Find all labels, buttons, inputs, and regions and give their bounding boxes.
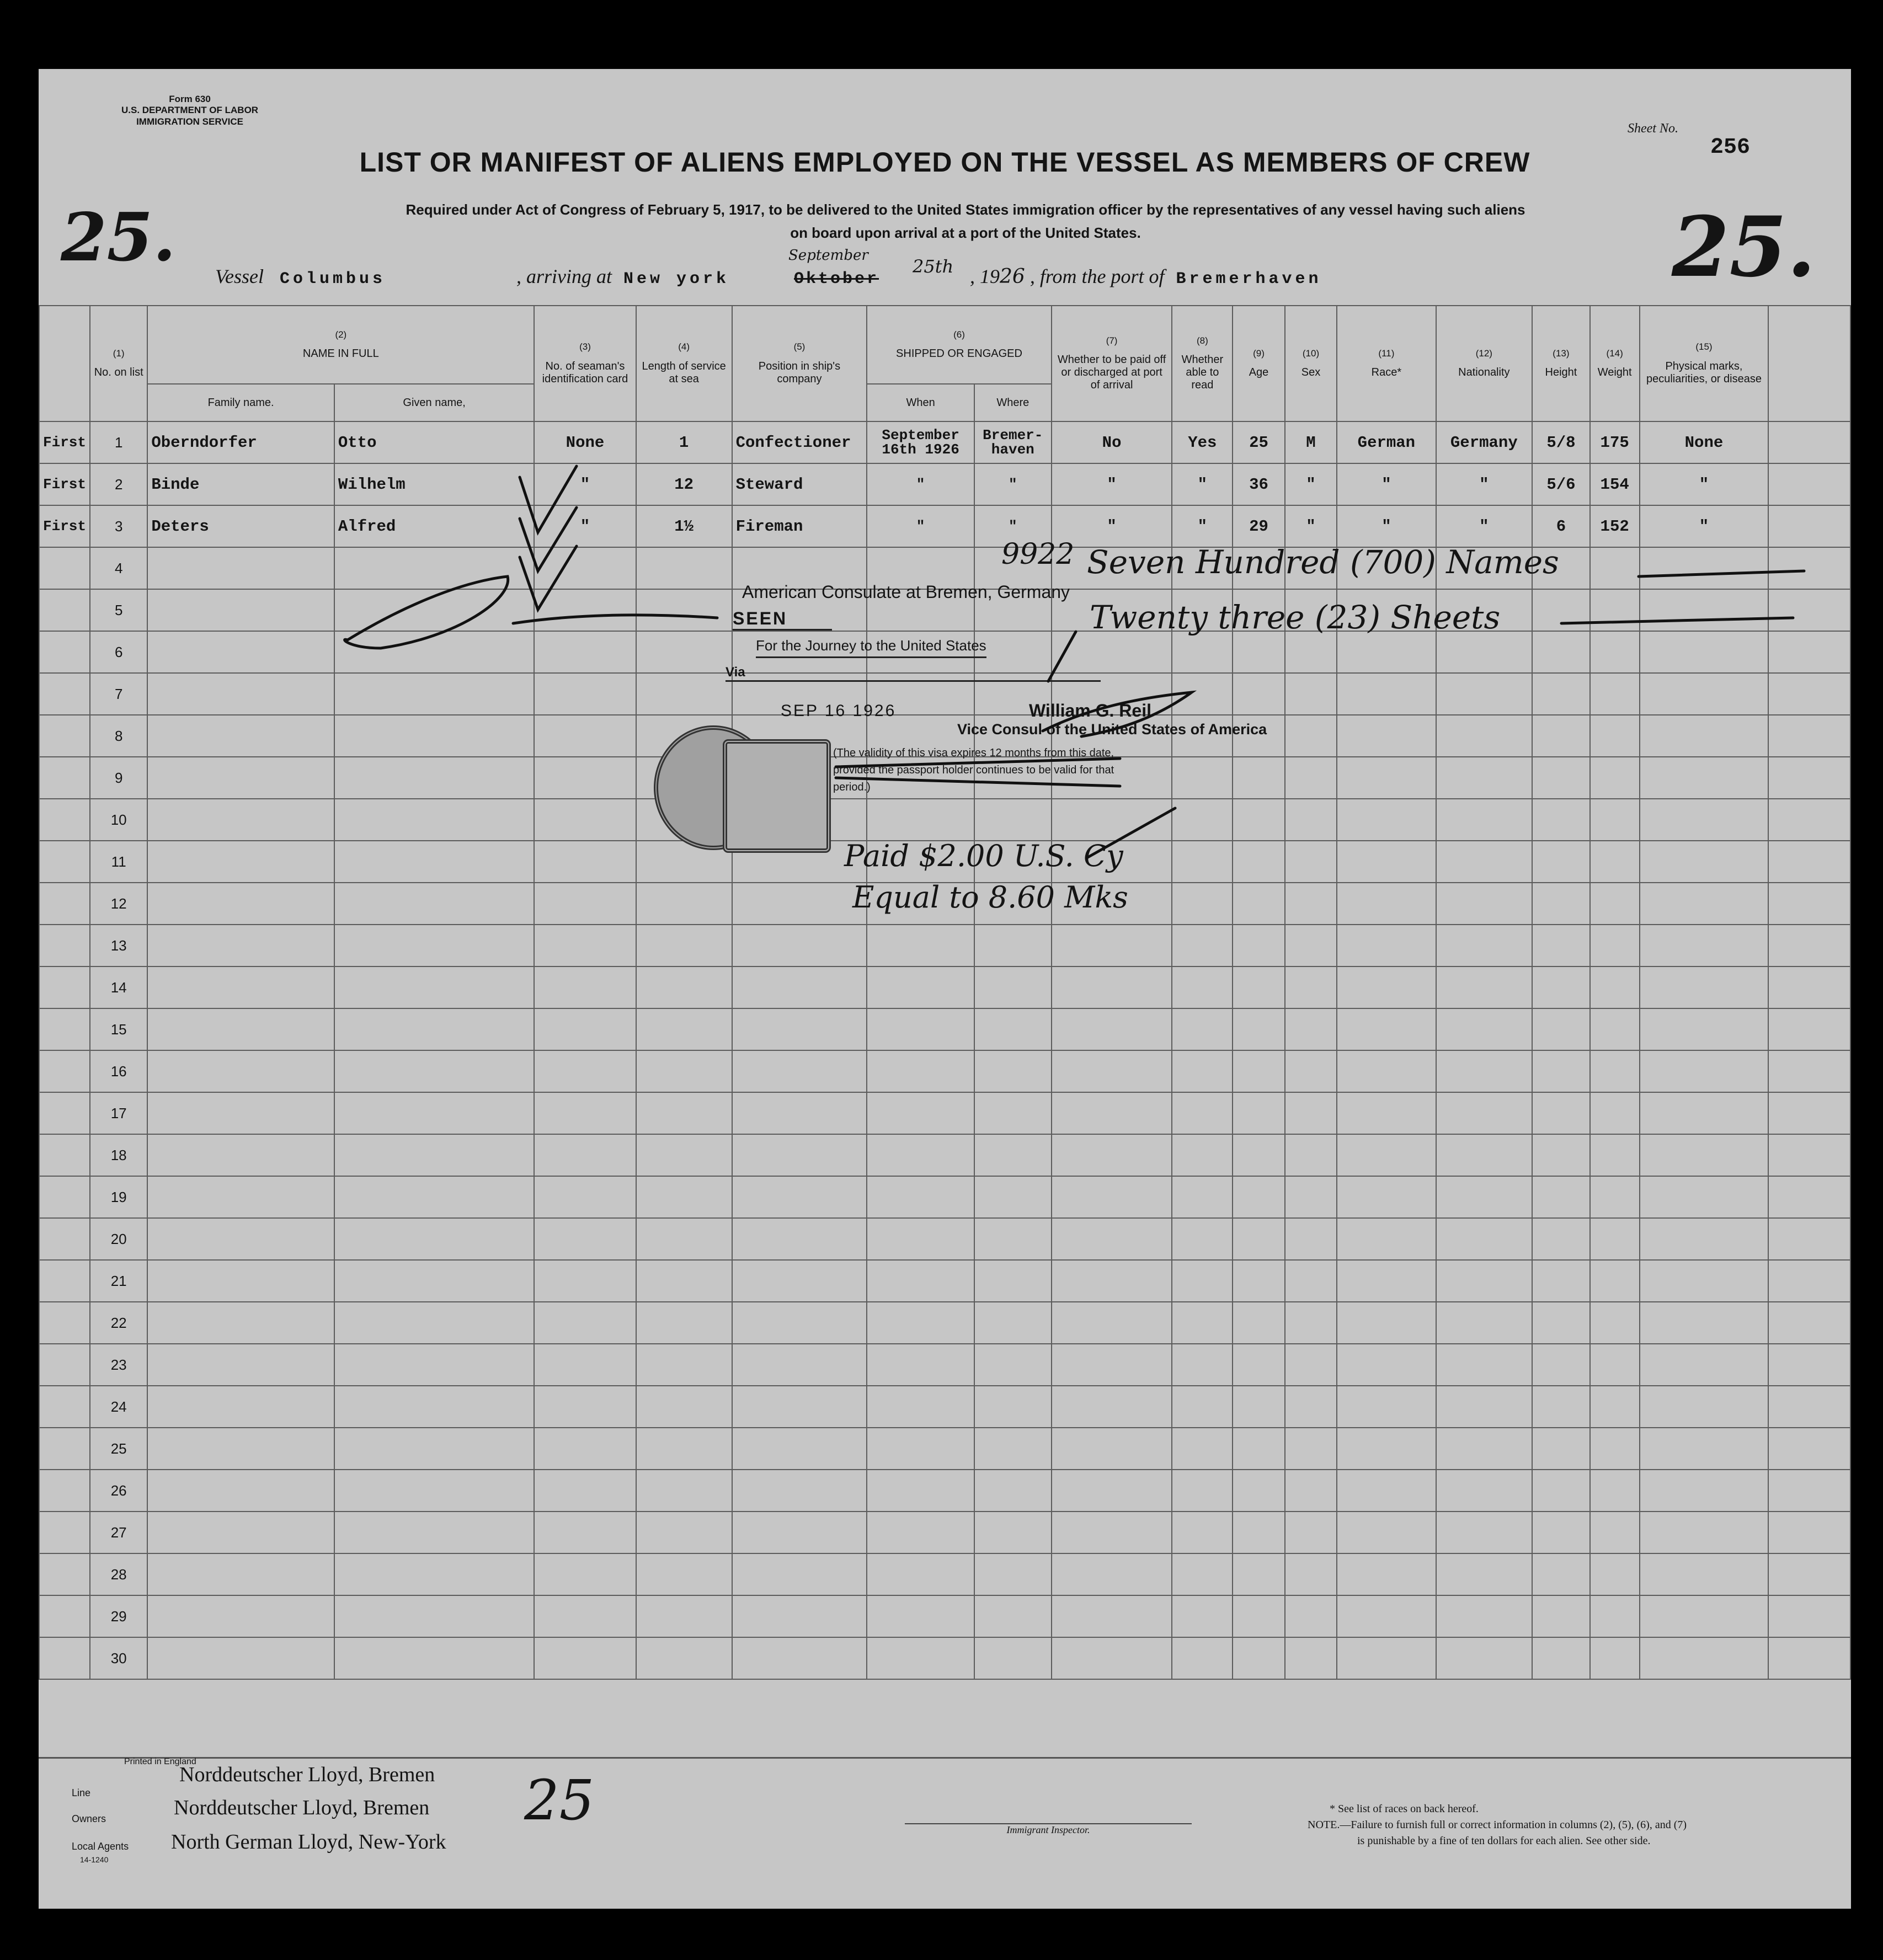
list-number-left: 25. [61,199,176,276]
cell-family: Deters [147,505,334,547]
row-number: 30 [90,1637,147,1679]
row-number: 15 [90,1008,147,1050]
cell-position: Confectioner [732,421,867,463]
signature-scribble [513,615,717,623]
row-number: 1 [90,421,147,463]
cell-where: " [974,505,1052,547]
cell-nationality: " [1436,463,1533,505]
visa-date: SEP 16 1926 [781,702,897,720]
signature-scribble [345,576,508,648]
manifest-sheet [39,69,1851,1909]
header-race: (11) Race* [1337,306,1436,421]
header-height: (13) Height [1532,306,1590,421]
row-number: 14 [90,966,147,1008]
arriving-label: , arriving at [516,265,612,287]
row-number: 20 [90,1218,147,1260]
header-given-name: Given name, [334,384,534,421]
cell-sex: M [1285,421,1337,463]
consul-title: Vice Consul of the United States of America [957,721,1267,738]
cell-given: Alfred [334,505,534,547]
cell-nationality: Germany [1436,421,1533,463]
header-where: Where [974,384,1052,421]
visa-journey: For the Journey to the United States [756,637,986,658]
row-number: 7 [90,673,147,715]
form-number: Form 630 [169,94,211,104]
row-number: 29 [90,1595,147,1637]
form-code: 14-1240 [80,1855,109,1864]
handwritten-sheets-count: Twenty three (23) Sheets [1090,599,1501,636]
cell-when: " [867,505,974,547]
row-number: 5 [90,589,147,631]
subtitle-line-1: Required under Act of Congress of February 5, 1917, to be delivered to the United States immigration officer by the representatives of any vessel having such aliens [406,201,1525,218]
header-list-number: (1) No. on list [90,306,147,421]
immigrant-inspector: Immigrant Inspector. [905,1823,1192,1836]
row-class: First [39,421,90,463]
department: U.S. DEPARTMENT OF LABOR [121,105,259,116]
cell-marks: " [1640,505,1769,547]
arrival-port: New york [623,270,730,289]
pen-stroke [1087,808,1175,858]
row-number: 10 [90,799,147,841]
pen-bracket [1048,632,1076,681]
row-number: 9 [90,757,147,799]
cell-service: 12 [636,463,732,505]
page-title: LIST OR MANIFEST OF ALIENS EMPLOYED ON THE VESSEL AS MEMBERS OF CREW [359,147,1530,178]
header-able-to-read: (8) Whether able to read [1172,306,1233,421]
row-number: 12 [90,883,147,925]
row-number: 21 [90,1260,147,1302]
cell-height: 5/8 [1532,421,1590,463]
cell-marks: None [1640,421,1769,463]
pen-marks [39,69,1851,1909]
from-label: , from the port of [1029,265,1165,287]
header-nationality: (12) Nationality [1436,306,1533,421]
row-number: 17 [90,1092,147,1134]
header-position: (5) Position in ship's company [732,306,867,421]
cell-race: German [1337,421,1436,463]
consul-signature [1043,692,1192,736]
cell-service: 1 [636,421,732,463]
cell-family: Oberndorfer [147,421,334,463]
cell-sex: " [1285,463,1337,505]
cell-height: 6 [1532,505,1590,547]
footer-rule [39,1757,1851,1759]
cell-paid-off: " [1052,463,1172,505]
row-number: 3 [90,505,147,547]
year-prefix: , 19 [970,265,1000,287]
sheet-label: Sheet No. [1628,121,1678,136]
cell-where: Bremer-haven [974,421,1052,463]
note-races: * See list of races on back hereof. [1330,1803,1479,1815]
cell-weight: 152 [1590,505,1640,547]
cell-weight: 175 [1590,421,1640,463]
footer-handwritten-number: 25 [524,1768,595,1833]
cell-position: Fireman [732,505,867,547]
row-number: 26 [90,1470,147,1512]
subtitle-line-2: on board upon arrival at a port of the United States. [790,224,1141,241]
row-number: 4 [90,547,147,589]
row-number: 8 [90,715,147,757]
cell-given: Wilhelm [334,463,534,505]
cell-sex: " [1285,505,1337,547]
owners-label: Owners [72,1813,106,1824]
cell-position: Steward [732,463,867,505]
row-number: 13 [90,925,147,966]
cell-when: September 16th 1926 [867,421,974,463]
cell-nationality: " [1436,505,1533,547]
header-age: (9) Age [1233,306,1285,421]
arrival-day: 25th [913,256,954,277]
header-weight: (14) Weight [1590,306,1640,421]
note-fine-1: NOTE.—Failure to furnish full or correct information in columns (2), (5), (6), and (7) [1308,1819,1687,1831]
line-label: Line [72,1787,91,1798]
cell-race: " [1337,505,1436,547]
visa-strike [836,778,1120,786]
footer-notes [1308,1801,1687,1849]
cell-paid-off: No [1052,421,1172,463]
handwritten-equal: Equal to 8.60 Mks [852,880,1128,915]
vessel-label: Vessel [215,265,264,287]
header-family-name: Family name. [147,384,334,421]
owners-value: Norddeutscher Lloyd, Bremen [174,1796,430,1819]
handwritten-number: 9922 [1001,538,1075,571]
cell-card: None [534,421,636,463]
handwritten-paid: Paid $2.00 U.S. Cy [844,839,1123,873]
visa-strike [836,759,1120,767]
agents-label: Local Agents [72,1841,129,1852]
row-number: 2 [90,463,147,505]
header-name-in-full: (2) NAME IN FULL [147,306,534,384]
cell-card: " [534,463,636,505]
month-handwritten: September [788,247,868,264]
row-number: 27 [90,1512,147,1553]
consul-name: William G. Reil [1029,701,1151,720]
cell-given: Otto [334,421,534,463]
row-number: 6 [90,631,147,673]
vessel-name: Columbus [279,270,386,289]
row-number: 22 [90,1302,147,1344]
visa-seen: SEEN [733,608,832,631]
visa-via: Via [726,665,1101,682]
note-fine-2: is punishable by a fine of ten dollars for each alien. See other side. [1357,1835,1651,1847]
visa-consulate: American Consulate at Bremen, Germany [742,582,1070,602]
row-number: 18 [90,1134,147,1176]
header-physical-marks: (15) Physical marks, peculiarities, or disease [1640,306,1769,421]
cell-read: Yes [1172,421,1233,463]
cell-marks: " [1640,463,1769,505]
list-number-right: 25. [1672,199,1816,296]
sheet-number: 256 [1710,135,1751,160]
visa-validity: (The validity of this visa expires 12 months from this date, provided the passport holder continues to be valid for that period.) [833,747,1114,793]
from-port: Bremerhaven [1176,270,1322,289]
row-class: First [39,463,90,505]
cell-when: " [867,463,974,505]
handwritten-names-count: Seven Hundred (700) Names [1087,543,1559,581]
pen-dash [1639,571,1804,576]
cell-read: " [1172,463,1233,505]
row-number: 28 [90,1553,147,1595]
row-number: 19 [90,1176,147,1218]
pen-dash [1561,618,1793,623]
row-number: 16 [90,1050,147,1092]
header-when: When [867,384,974,421]
header-sex: (10) Sex [1285,306,1337,421]
header-paid-off: (7) Whether to be paid off or discharged at port of arrival [1052,306,1172,421]
row-number: 11 [90,841,147,883]
cell-age: 36 [1233,463,1285,505]
cell-card: " [534,505,636,547]
row-number: 25 [90,1428,147,1470]
cell-age: 25 [1233,421,1285,463]
line-value: Norddeutscher Lloyd, Bremen [179,1763,435,1786]
header-shipped-or-engaged: (6) SHIPPED OR ENGAGED [867,306,1051,384]
row-class: First [39,505,90,547]
cell-service: 1½ [636,505,732,547]
header-id-card: (3) No. of seaman's identification card [534,306,636,421]
cell-age: 29 [1233,505,1285,547]
cell-weight: 154 [1590,463,1640,505]
agents-value: North German Lloyd, New-York [171,1830,446,1854]
row-number: 23 [90,1344,147,1386]
row-number: 24 [90,1386,147,1428]
cell-read: " [1172,505,1233,547]
cell-where: " [974,463,1052,505]
service: IMMIGRATION SERVICE [136,116,244,127]
header-length-of-service: (4) Length of service at sea [636,306,732,421]
cell-race: " [1337,463,1436,505]
cell-paid-off: " [1052,505,1172,547]
cell-family: Binde [147,463,334,505]
arrival-year: 26 [1000,265,1025,288]
cell-height: 5/6 [1532,463,1590,505]
month-struck: Oktober [794,270,879,289]
printed-in: Printed in England [124,1757,196,1766]
